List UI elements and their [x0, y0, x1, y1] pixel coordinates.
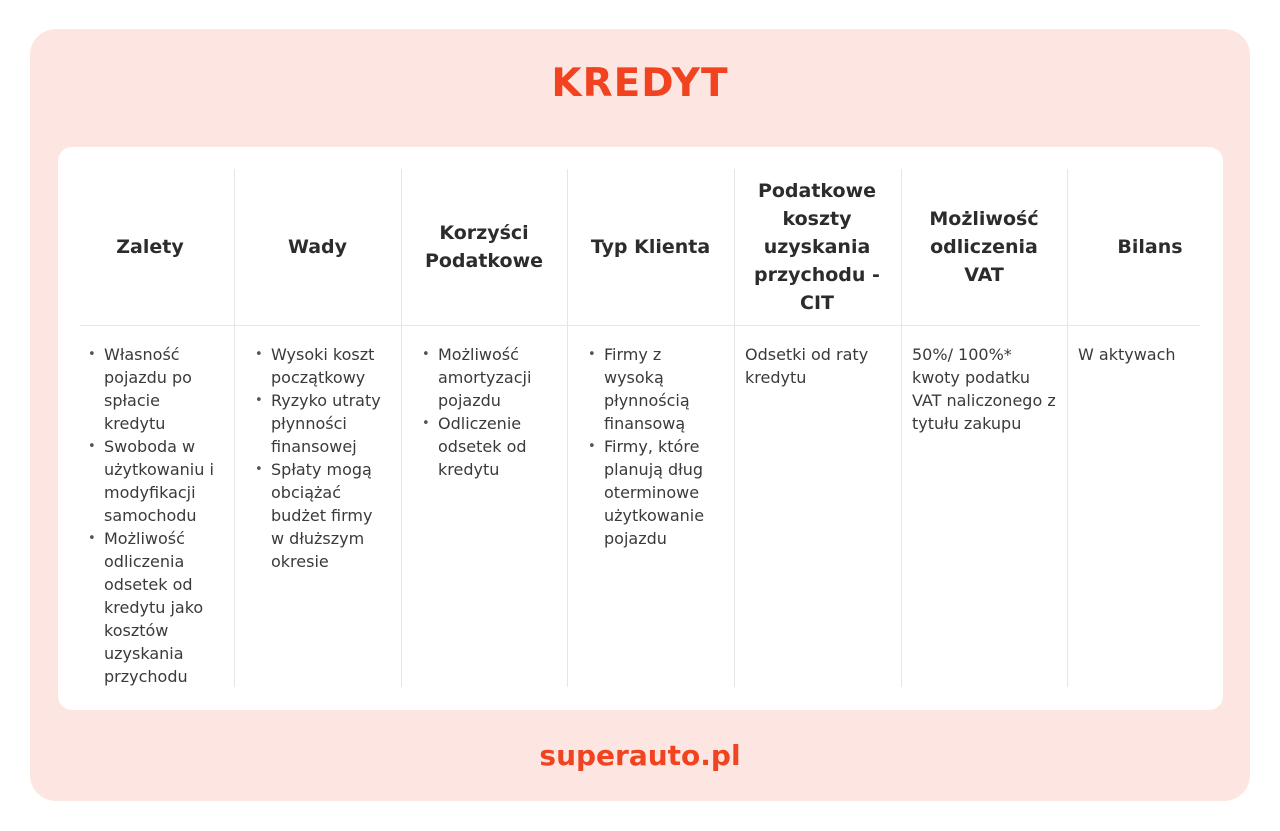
list-item: • Wysoki koszt początkowy — [249, 343, 389, 389]
header-zalety: Zalety — [116, 235, 184, 258]
column-divider — [401, 169, 402, 687]
header-divider — [80, 325, 1200, 326]
cell-cit: Odsetki od raty kredytu — [745, 345, 869, 387]
list-item: • Firmy, które planują długoterminowe użytkowanie pojazdu — [582, 435, 712, 550]
brand-logo: superauto.pl — [539, 739, 741, 772]
header-typ-klienta: Typ Klienta — [590, 235, 711, 258]
cell-typ-klienta — [582, 343, 712, 550]
column-divider — [1067, 169, 1068, 687]
page-title: KREDYT — [551, 61, 729, 106]
list-item: • Własność pojazdu po spłacie kredytu — [82, 343, 222, 435]
cell-bilans: W aktywach — [1078, 345, 1176, 364]
list-item: • Ryzyko utraty płynności finansowej — [249, 389, 389, 458]
cell-korzysci — [416, 343, 554, 481]
cell-wady — [249, 343, 389, 573]
list-item: • Odliczenie odsetek od kredytu — [416, 412, 554, 481]
list-item: • Swoboda w użytkowaniu i modyfikacji samochodu — [82, 435, 222, 527]
header-cit: Podatkowe koszty uzyskania przychodu - CIT — [754, 179, 880, 314]
column-divider — [734, 169, 735, 687]
list-item: • Firmy z wysoką płynnością finansową — [582, 343, 712, 435]
column-divider — [901, 169, 902, 687]
list-item: • Spłaty mogą obciążać budżet firmy w dłuższym okresie — [249, 458, 389, 573]
header-wady: Wady — [287, 235, 348, 258]
list-item: • Możliwość odliczenia odsetek od kredytu jako kosztów uzyskania przychodu — [82, 527, 222, 688]
header-vat: Możliwość odliczenia VAT — [929, 207, 1039, 286]
cell-vat: 50%/ 100%* kwoty podatku VAT naliczonego z tytułu zakupu — [912, 345, 1056, 433]
column-divider — [567, 169, 568, 687]
list-item: • Możliwość amortyzacji pojazdu — [416, 343, 554, 412]
header-korzysci: Korzyści Podatkowe — [424, 221, 544, 272]
cell-zalety — [82, 343, 222, 688]
column-divider — [234, 169, 235, 687]
header-bilans: Bilans — [1117, 235, 1183, 258]
